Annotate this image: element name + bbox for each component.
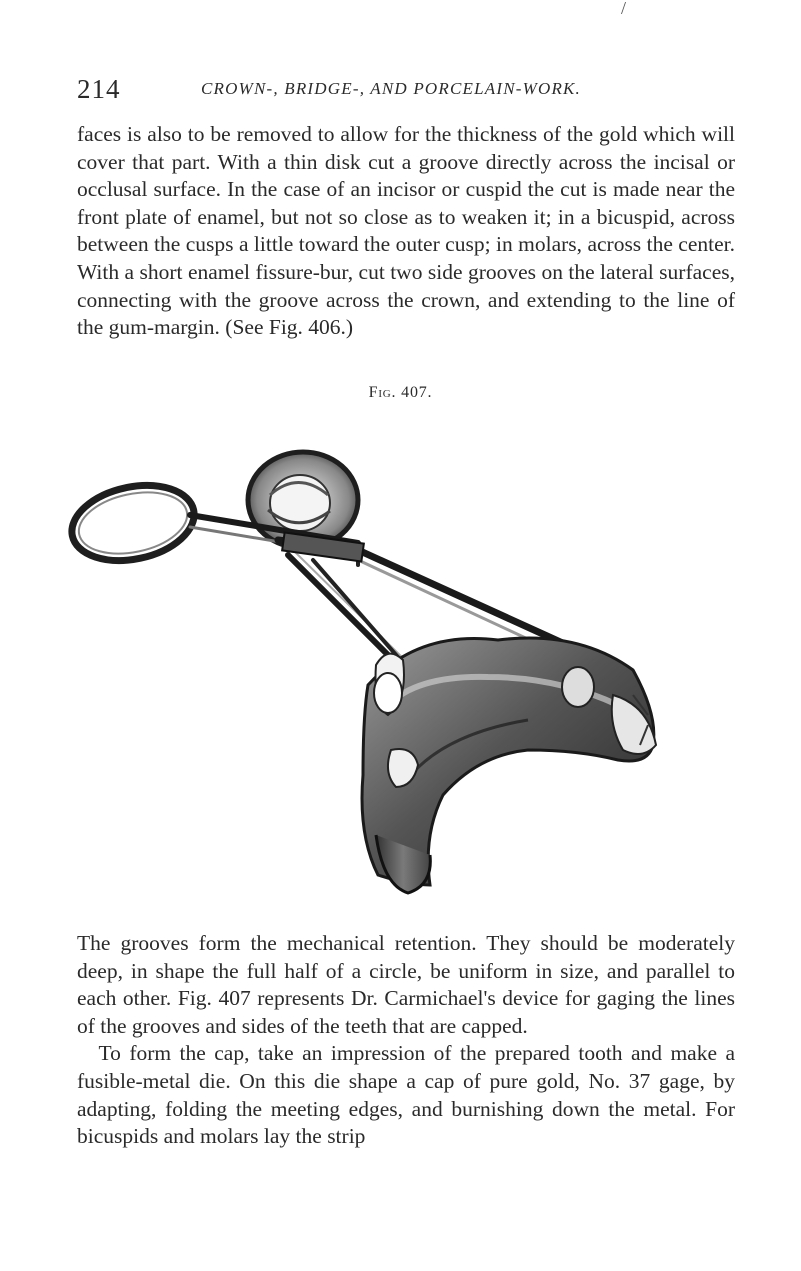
tooth-model [362,638,656,893]
running-title: CROWN-, BRIDGE-, AND PORCELAIN-WORK. [201,79,582,98]
paragraph [77,1040,735,1150]
left-handle-loop [65,475,201,571]
paragraph: The grooves form the mechanical retention. They should be moderately deep, in shape the full half of a circle, be uniform in size, and parallel to each other. Fig. 407 represents Dr. Carmichael's device for gaging the lines of the grooves and sides of the teeth that are capped. [77,931,735,1038]
page-number: 214 [77,74,121,104]
body-text-top [77,121,735,342]
paragraph: faces is also to be removed to allow for the thickness of the gold which will cover that part. With a thin disk cut a groove directly across the incisal or occlusal surface. In the case of an incisor or cuspid the cut is made near the front plate of enamel, but not so close as to weaken it; in a bicuspid, across between the cusps a little toward the outer cusp; in molars, across the center. With a short enamel fissure-bur, cut two side grooves on the lateral surfaces, connecting with the groove across the crown, and extending to the line of the gum-margin. (See Fig. 406.) [77,122,735,340]
corner-mark: / [621,0,627,18]
figure-caption: Fig. 407. [368,384,433,401]
running-head [77,74,737,108]
figure-illustration [58,415,698,925]
paragraph-text: To form the cap, take an impression of the prepared tooth and make a fusible-metal die. On this die shape a cap of pure gold, No. 37 gage, by adapting, folding the meeting edges, and burnishing down the metal. For bicuspids and molars lay the strip [77,1041,735,1149]
body-text-bottom [77,930,735,1151]
forceps-device-illustration [58,415,698,925]
